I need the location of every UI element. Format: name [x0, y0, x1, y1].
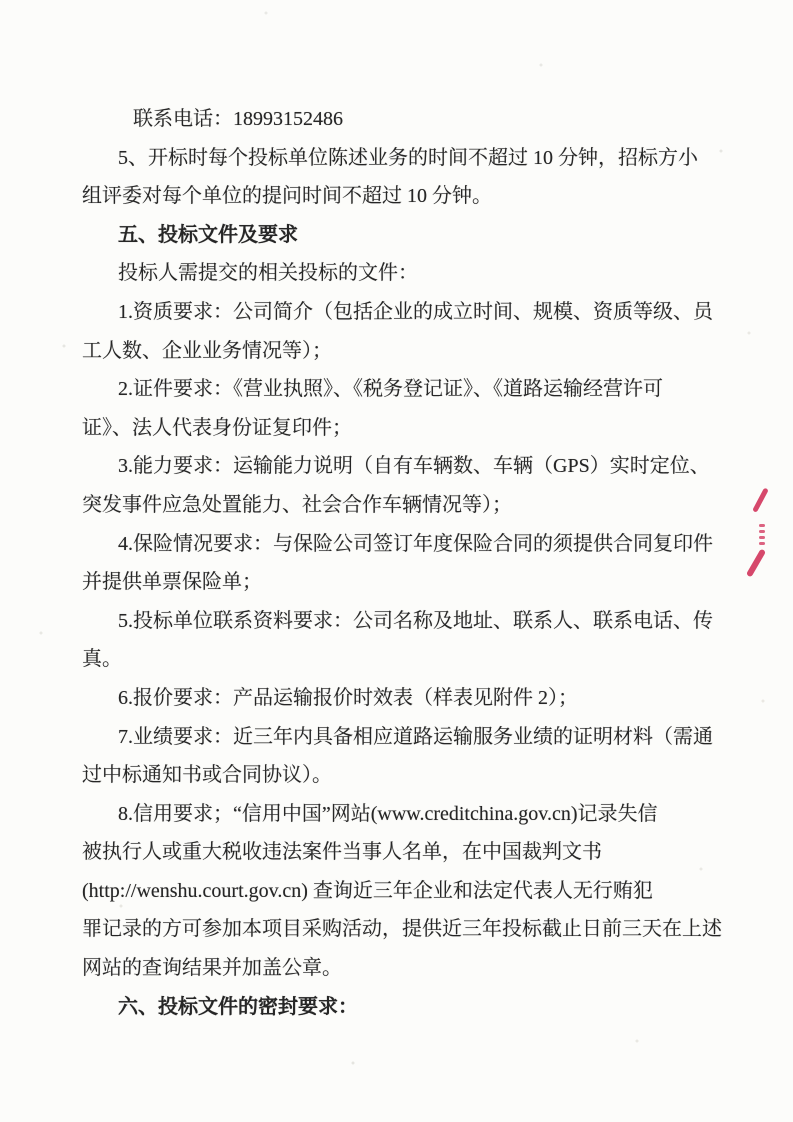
seal-stroke-bottom	[746, 549, 766, 578]
req-8-line-4: 罪记录的方可参加本项目采购活动，提供近三年投标截止日前三天在上述	[82, 918, 722, 941]
red-seal-fragment	[744, 480, 784, 590]
section-5-intro: 投标人需提交的相关投标的文件：	[118, 262, 418, 285]
section-6-heading: 六、投标文件的密封要求：	[118, 995, 358, 1018]
item-5-line-2: 组评委对每个单位的提问时间不超过 10 分钟。	[82, 185, 492, 208]
seal-dot	[759, 524, 765, 527]
seal-dot	[759, 536, 765, 539]
req-3-line-1: 3.能力要求：运输能力说明（自有车辆数、车辆（GPS）实时定位、	[118, 455, 710, 478]
req-7-line-2: 过中标通知书或合同协议）。	[82, 764, 332, 787]
req-4-line-2: 并提供单票保险单；	[82, 571, 262, 594]
req-6-line-1: 6.报价要求：产品运输报价时效表（样表见附件 2）；	[118, 686, 578, 709]
item-5-line-1: 5、开标时每个投标单位陈述业务的时间不超过 10 分钟，招标方小	[118, 146, 698, 169]
req-5-line-1: 5.投标单位联系资料要求：公司名称及地址、联系人、联系电话、传	[118, 609, 713, 632]
req-8-line-5: 网站的查询结果并加盖公章。	[82, 957, 342, 980]
req-2-line-1: 2.证件要求：《营业执照》、《税务登记证》、《道路运输经营许可	[118, 378, 663, 401]
req-1-line-1: 1.资质要求：公司简介（包括企业的成立时间、规模、资质等级、员	[118, 300, 713, 323]
req-8-line-1: 8.信用要求；“信用中国”网站(www.creditchina.gov.cn)记录失信	[118, 802, 658, 825]
req-4-line-1: 4.保险情况要求：与保险公司签订年度保险合同的须提供合同复印件	[118, 532, 713, 555]
contact-phone-line: 联系电话：18993152486	[133, 108, 343, 130]
section-5-heading: 五、投标文件及要求	[118, 223, 298, 246]
req-2-line-2: 证》、法人代表身份证复印件；	[82, 416, 352, 439]
req-5-line-2: 真。	[82, 648, 122, 671]
scan-noise	[0, 0, 2, 2]
document-text-block	[82, 100, 730, 1026]
req-1-line-2: 工人数、企业业务情况等）；	[82, 339, 332, 362]
req-3-line-2: 突发事件应急处置能力、社会合作车辆情况等）；	[82, 493, 512, 516]
seal-dot	[759, 530, 765, 533]
seal-dot	[759, 542, 765, 545]
seal-stroke-top	[752, 487, 768, 512]
req-7-line-1: 7.业绩要求：近三年内具备相应道路运输服务业绩的证明材料（需通	[118, 725, 713, 748]
req-8-line-3: (http://wenshu.court.gov.cn) 查询近三年企业和法定代表人无行贿犯	[82, 879, 653, 902]
req-8-line-2: 被执行人或重大税收违法案件当事人名单，在中国裁判文书	[82, 841, 602, 864]
document-lines	[82, 100, 730, 1026]
